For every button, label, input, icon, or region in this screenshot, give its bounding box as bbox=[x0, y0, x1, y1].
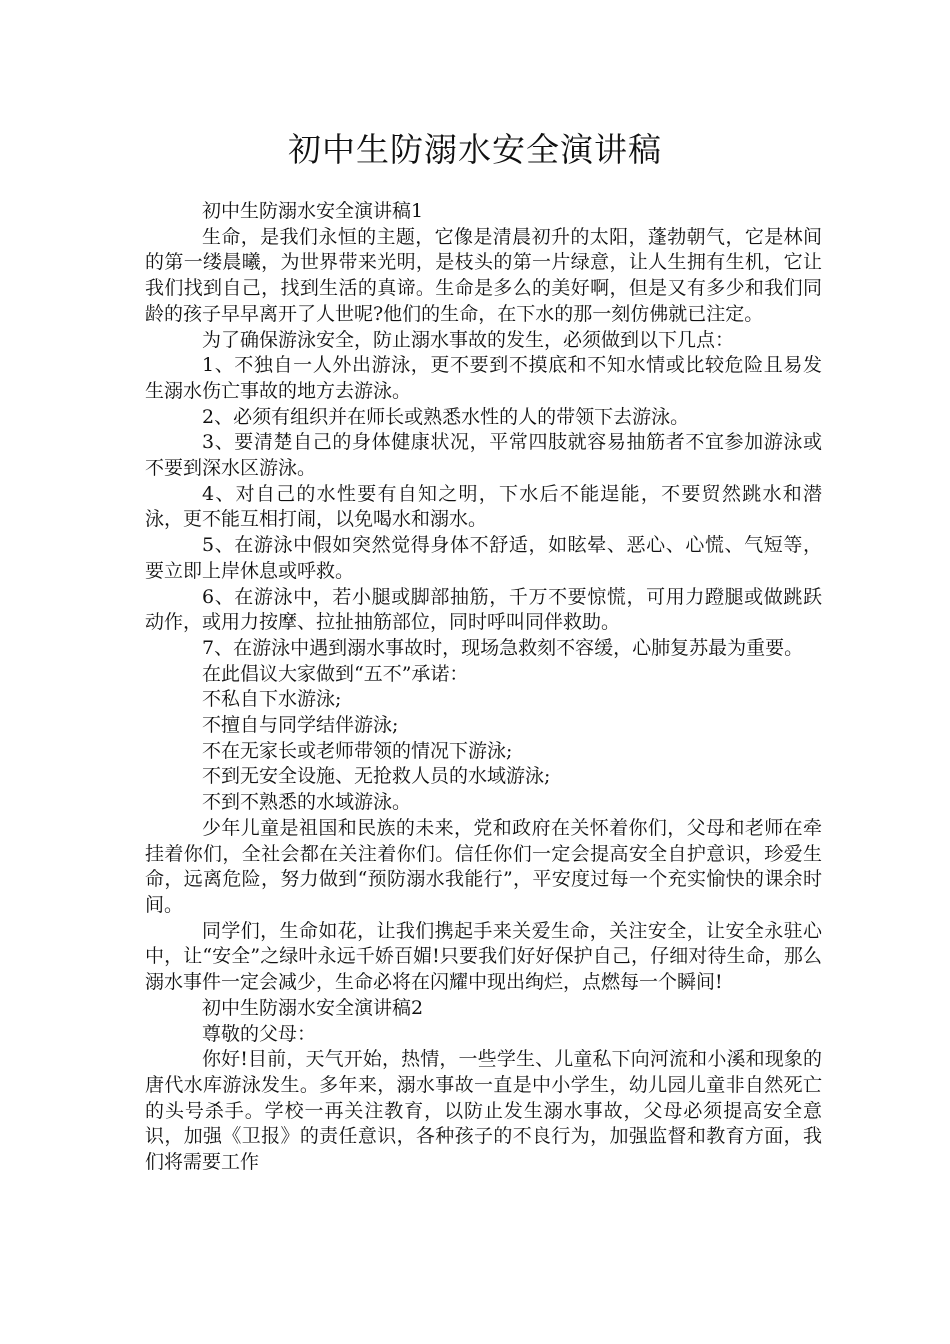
document-title: 初中生防溺水安全演讲稿 bbox=[288, 130, 662, 169]
list-item: 3、要清楚自己的身体健康状况，平常四肢就容易抽筋者不宜参加游泳或不要到深水区游泳。 bbox=[145, 431, 822, 480]
paragraph: 同学们，生命如花，让我们携起手来关爱生命，关注安全，让安全永驻心中，让“安全”之绿叶永远千娇百媚!只要我们好好保护自己，仔细对待生命，那么溺水事件一定会减少，生命必将在闪耀中现出绚烂，点燃每一个瞬间! bbox=[145, 919, 822, 994]
pledge-item: 不私自下水游泳; bbox=[202, 688, 342, 711]
salutation: 尊敬的父母： bbox=[202, 1022, 317, 1045]
paragraph: 生命，是我们永恒的主题，它像是清晨初升的太阳，蓬勃朝气，它是林间的第一缕晨曦，为世界带来光明，是枝头的第一片绿意，让人生拥有生机，它让我们找到自己，找到生活的真谛。生命是多么的美好啊，但是又有多少和我们同龄的孩子早早离开了人世呢?他们的生命，在下水的那一刻仿佛就已注定。 bbox=[145, 225, 822, 325]
pledge-item: 不擅自与同学结伴游泳; bbox=[202, 714, 399, 737]
paragraph: 你好!目前，天气开始，热情，一些学生、儿童私下向河流和小溪和现象的唐代水库游泳发生。多年来，溺水事故一直是中小学生，幼儿园儿童非自然死亡的头号杀手。学校一再关注教育，以防止发生溺水事故，父母必须提高安全意识，加强《卫报》的责任意识，各种孩子的不良行为，加强监督和教育方面，我们将需要工作 bbox=[145, 1048, 822, 1174]
pledge-item: 不到无安全设施、无抢救人员的水域游泳; bbox=[202, 765, 551, 788]
paragraph: 初中生防溺水安全演讲稿1 bbox=[202, 200, 424, 222]
list-item: 2、必须有组织并在师长或熟悉水性的人的带领下去游泳。 bbox=[202, 405, 690, 428]
list-item: 4、对自己的水性要有自知之明，下水后不能逞能，不要贸然跳水和潜泳，更不能互相打闹，以免喝水和溺水。 bbox=[145, 482, 822, 531]
section-heading: 初中生防溺水安全演讲稿2 bbox=[202, 996, 424, 1019]
list-item: 5、在游泳中假如突然觉得身体不舒适，如眩晕、恶心、心慌、气短等，要立即上岸休息或呼救。 bbox=[145, 534, 822, 582]
paragraph: 为了确保游泳安全，防止溺水事故的发生，必须做到以下几点： bbox=[202, 328, 735, 351]
pledge-item: 不到不熟悉的水域游泳。 bbox=[202, 791, 412, 814]
pledge-item: 不在无家长或老师带领的情况下游泳; bbox=[202, 739, 513, 762]
list-item: 1、不独自一人外出游泳，更不要到不摸底和不知水情或比较危险且易发生溺水伤亡事故的地方去游泳。 bbox=[145, 354, 822, 402]
document-body bbox=[145, 199, 822, 1176]
list-item: 7、在游泳中遇到溺水事故时，现场急救刻不容缓，心肺复苏最为重要。 bbox=[202, 636, 804, 659]
paragraph: 少年儿童是祖国和民族的未来，党和政府在关怀着你们，父母和老师在牵挂着你们，全社会都在关注着你们。信任你们一定会提高安全自护意识，珍爱生命，远离危险，努力做到“预防溺水我能行”，平安度过每一个充实愉快的课余时间。 bbox=[145, 816, 822, 916]
paragraph: 在此倡议大家做到“五不”承诺： bbox=[202, 662, 469, 685]
list-item: 6、在游泳中，若小腿或脚部抽筋，千万不要惊慌，可用力蹬腿或做跳跃动作，或用力按摩、拉扯抽筋部位，同时呼叫同伴救助。 bbox=[145, 585, 822, 634]
